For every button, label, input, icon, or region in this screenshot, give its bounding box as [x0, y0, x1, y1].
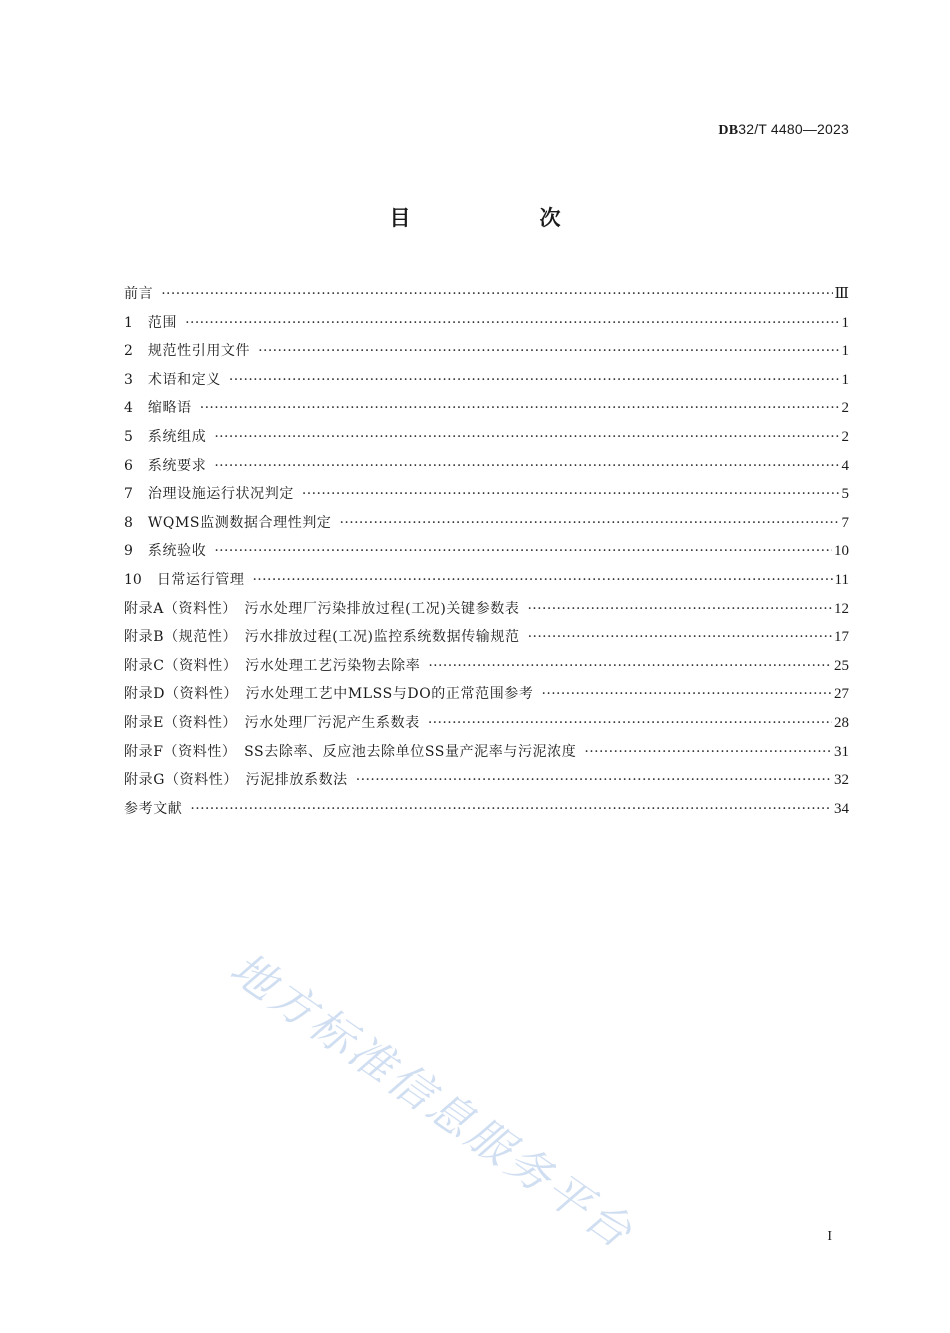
toc-label: 日常运行管理 [156, 571, 245, 588]
toc-section-number: 6 [124, 457, 133, 474]
toc-label: 附录C（资料性） 污水处理工艺污染物去除率 [124, 657, 421, 674]
toc-entry-2[interactable] [124, 337, 849, 366]
toc-page-number: 7 [841, 514, 849, 531]
toc-label: 缩略语 [147, 400, 192, 417]
toc-label: 附录D（资料性） 污水处理工艺中MLSS与DO的正常范围参考 [124, 686, 534, 703]
toc-page-number: 32 [834, 772, 849, 789]
toc-page-number: 10 [834, 543, 849, 560]
watermark: 地方标准信息服务平台 [220, 942, 644, 1260]
toc-section-number: 1 [124, 314, 133, 331]
toc-label: 系统验收 [147, 543, 207, 560]
toc-entry-references[interactable] [124, 795, 849, 824]
toc-page-number: 1 [841, 314, 849, 331]
toc-label: WQMS监测数据合理性判定 [147, 514, 332, 531]
toc-label: 附录B（规范性） 污水排放过程(工况)监控系统数据传输规范 [124, 629, 520, 646]
page-title: 目 次 [389, 206, 615, 230]
toc-entry-appendix-g[interactable] [124, 766, 849, 795]
toc-page-number: 28 [834, 714, 849, 731]
toc-page-number: 25 [834, 657, 849, 674]
toc-section-number: 2 [124, 343, 133, 360]
toc-page-number: 2 [841, 400, 849, 417]
toc-entry-appendix-b[interactable] [124, 623, 849, 652]
standard-code [718, 121, 849, 139]
toc-page-number: 12 [834, 600, 849, 617]
toc-label: 规范性引用文件 [147, 343, 251, 360]
toc-entry-appendix-f[interactable] [124, 738, 849, 767]
toc-entry-4[interactable] [124, 394, 849, 423]
toc-entry-6[interactable] [124, 452, 849, 481]
toc-leader-dots [200, 394, 840, 423]
toc-leader-dots [542, 680, 833, 709]
toc-entry-appendix-c[interactable] [124, 652, 849, 681]
toc-entry-1[interactable] [124, 309, 849, 338]
toc-section-number: 4 [124, 400, 133, 417]
toc-label: 附录G（资料性） 污泥排放系数法 [124, 772, 348, 789]
toc-leader-dots [185, 309, 839, 338]
toc-page-number: 31 [834, 743, 849, 760]
toc-entry-appendix-e[interactable] [124, 709, 849, 738]
toc-section-number: 9 [124, 543, 133, 560]
toc-label: 附录A（资料性） 污水处理厂污染排放过程(工况)关键参数表 [124, 600, 520, 617]
toc-entry-3[interactable] [124, 366, 849, 395]
toc-section-number: 7 [124, 486, 133, 503]
toc-label: 系统组成 [147, 428, 207, 445]
toc-label: 前言 [124, 286, 154, 302]
toc-entry-7[interactable] [124, 480, 849, 509]
toc-page-number: 11 [834, 571, 849, 588]
toc-leader-dots [356, 766, 832, 795]
toc-leader-dots [214, 537, 832, 566]
toc-label: 术语和定义 [147, 371, 221, 388]
toc-entry-foreword[interactable] [124, 280, 849, 309]
toc-leader-dots [161, 280, 832, 309]
toc-leader-dots [190, 795, 832, 824]
toc-leader-dots [229, 366, 840, 395]
toc-entry-5[interactable] [124, 423, 849, 452]
toc-entry-10[interactable] [124, 566, 849, 595]
toc-leader-dots [428, 709, 832, 738]
toc-page-number: 27 [834, 686, 849, 703]
toc-entry-8[interactable] [124, 509, 849, 538]
toc-page-number: 1 [841, 371, 849, 388]
toc-leader-dots [528, 623, 832, 652]
toc-section-number: 10 [124, 571, 142, 588]
toc-leader-dots [527, 595, 832, 624]
toc-leader-dots [214, 452, 839, 481]
toc-entry-9[interactable] [124, 537, 849, 566]
toc-page-number: Ⅲ [834, 286, 849, 302]
toc-page-number: 4 [841, 457, 849, 474]
page-number: I [827, 1229, 832, 1244]
toc-leader-dots [252, 566, 832, 595]
toc-label: 参考文献 [124, 800, 183, 817]
toc-leader-dots [302, 480, 840, 509]
standard-code-prefix: DB [718, 123, 739, 138]
toc-section-number: 3 [124, 371, 133, 388]
standard-code-rest: 32/T 4480—2023 [738, 121, 849, 137]
toc-page-number: 17 [834, 629, 849, 646]
toc-page-number: 5 [841, 486, 849, 503]
toc-leader-dots [214, 423, 839, 452]
toc-entry-appendix-a[interactable] [124, 595, 849, 624]
toc-page-number: 2 [841, 428, 849, 445]
toc-label: 系统要求 [147, 457, 207, 474]
toc-page-number: 1 [841, 343, 849, 360]
toc-leader-dots [584, 738, 832, 767]
toc-entry-appendix-d[interactable] [124, 680, 849, 709]
toc-label: 治理设施运行状况判定 [147, 486, 294, 503]
toc-label: 范围 [147, 314, 178, 331]
toc-label: 附录E（资料性） 污水处理厂污泥产生系数表 [124, 714, 420, 731]
toc-leader-dots [428, 652, 832, 681]
table-of-contents [124, 280, 849, 823]
toc-section-number: 8 [124, 514, 133, 531]
toc-leader-dots [340, 509, 840, 538]
toc-page-number: 34 [834, 800, 849, 817]
toc-leader-dots [258, 337, 839, 366]
toc-section-number: 5 [124, 428, 133, 445]
toc-label: 附录F（资料性） SS去除率、反应池去除单位SS量产泥率与污泥浓度 [124, 743, 577, 760]
